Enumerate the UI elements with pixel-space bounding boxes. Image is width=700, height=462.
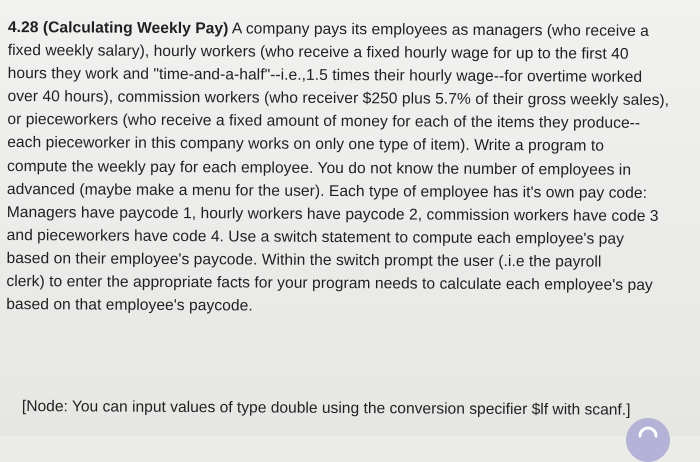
chat-bubble-icon[interactable] — [626, 418, 670, 462]
problem-intro-text: A company pays its employees as managers (who receive a — [228, 20, 649, 40]
problem-line-12: clerk) to enter the appropriate facts for your program needs to calculate each employee's pay — [6, 273, 653, 294]
problem-line-7: compute the weekly pay for each employee. You do not know the number of employees in — [7, 157, 632, 179]
problem-line-5: or pieceworkers (who receive a fixed amount of money for each of the items they produce-- — [7, 111, 641, 133]
problem-line-8: advanced (maybe make a menu for the user). Each type of employee has it's own pay code: — [6, 180, 648, 202]
problem-line-4: over 40 hours), commission workers (who receiver $250 plus 5.7% of their gross weekly sales), — [7, 88, 670, 110]
problem-line-3: hours they work and "time-and-a-half"--i.e.,1.5 times their hourly wage--for overtime worked — [7, 65, 643, 87]
problem-line-2: fixed weekly salary), hourly workers (who receive a fixed hourly wage for up to the first 40 — [7, 42, 629, 63]
problem-statement — [6, 16, 694, 320]
problem-line-9: Managers have paycode 1, hourly workers have paycode 2, commission workers have code 3 — [6, 203, 659, 225]
scanf-note: [Node: You can input values of type double using the conversion specifier $lf with scanf.] — [21, 397, 631, 419]
problem-heading: 4.28 (Calculating Weekly Pay) — [7, 18, 229, 38]
problem-line-6: each pieceworker in this company works on only one type of item). Write a program to — [7, 134, 605, 156]
problem-line-11: based on their employee's paycode. Within the switch prompt the user (.i.e the payroll — [6, 249, 602, 271]
problem-line-13: based on that employee's paycode. — [6, 296, 253, 315]
problem-line-10: and pieceworkers have code 4. Use a switch statement to compute each employee's pay — [6, 226, 625, 248]
